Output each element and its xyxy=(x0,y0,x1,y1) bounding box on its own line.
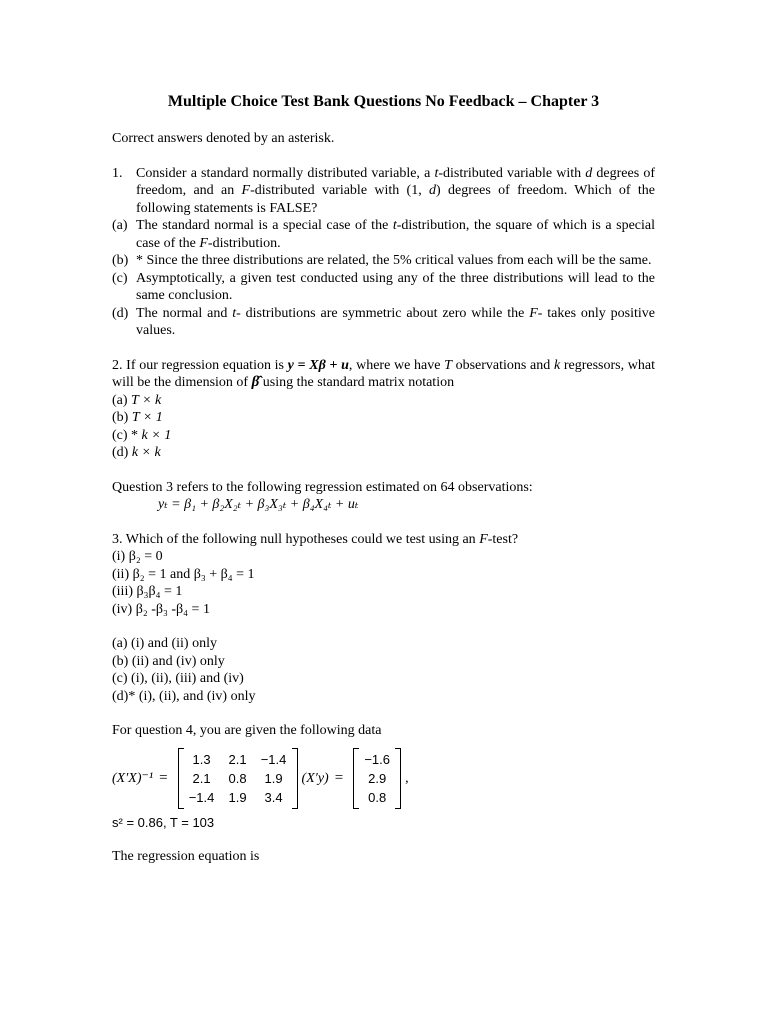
question-3-stem: 3. Which of the following null hypotheses could we test using an F-test? xyxy=(112,531,519,547)
matrix-cell: 2.1 xyxy=(192,771,211,786)
hypothesis-i: (i) β₂ = 0 xyxy=(112,549,163,564)
question-3-option-b: (b) (ii) and (iv) only xyxy=(112,653,225,669)
question-2-option-b: (b) T × 1 xyxy=(112,410,163,425)
question-2-option-a: (a) T × k xyxy=(112,392,162,408)
hypothesis-iii: (iii) β₃β₄ = 1 xyxy=(112,584,183,599)
question-1: 1. Consider a standard normally distributed variable, a t-distributed variable with d degrees of freedom, and an F-distributed variable with (1, d) degrees of freedom. Which of the following statements is FALSE? xyxy=(112,165,655,216)
matrix-cell: 1.9 xyxy=(228,790,247,805)
question-3-lead: Question 3 refers to the following regression estimated on 64 observations: xyxy=(112,479,533,495)
matrix-cell: −1.4 xyxy=(188,790,215,805)
matrix-cell: 2.1 xyxy=(228,752,247,767)
question-1-option-a: (a) The standard normal is a special case of the t-distribution, the square of which is a special case of the F-distribution. xyxy=(112,218,655,251)
question-3-option-d: (d)* (i), (ii), and (iv) only xyxy=(112,688,256,704)
hypothesis-iv: (iv) β₂ -β₃ -β₄ = 1 xyxy=(112,601,210,617)
matrix-cell: 1.3 xyxy=(192,752,211,767)
matrix-cell: 3.4 xyxy=(264,790,283,805)
question-1-option-c: (c) Asymptotically, a given test conducted using any of the three distributions will lead to the same conclusion. xyxy=(112,270,655,303)
variance-and-sample-size: s² = 0.86, T = 103 xyxy=(112,814,215,830)
matrix-cell: 0.8 xyxy=(368,790,387,805)
question-1-option-d: (d) The normal and t- distributions are symmetric about zero while the F- takes only positive values. xyxy=(112,305,655,338)
xty-vector xyxy=(353,748,401,809)
question-1-option-b: (b) * Since the three distributions are related, the 5% critical values from each will be the same. xyxy=(112,253,652,268)
question-2-option-c: (c) * k × 1 xyxy=(112,427,172,443)
regression-equation: yₜ = β₁ + β₂X₂ₜ + β₃X₃ₜ + β₄X₄ₜ + uₜ xyxy=(158,497,359,512)
matrix-cell: −1.4 xyxy=(260,752,287,767)
document-title: Multiple Choice Test Bank Questions No Feedback – Chapter 3 xyxy=(167,93,600,110)
closing-text: The regression equation is xyxy=(112,849,260,864)
matrix-cell: 0.8 xyxy=(228,771,247,786)
question-1-number: 1. xyxy=(112,165,123,181)
intro-text: Correct answers denoted by an asterisk. xyxy=(112,131,335,146)
matrix-cell: 1.9 xyxy=(264,771,283,786)
document-body xyxy=(112,92,655,866)
question-2-stem: 2. If our regression equation is y = Xβ + u, where we have T observations and k regressors, what will be the dimension of β̂ using the standard matrix notation xyxy=(112,357,655,390)
beta-hat-symbol: β̂ xyxy=(251,374,260,390)
data-matrices: (X′X)⁻¹ = 1.3 2.1 −1.4 2.1 0.8 1.9 −1.4 1.9 3.4 (X′y) = −1.6 2.9 0.8 , xyxy=(112,748,655,810)
question-3-option-a: (a) (i) and (ii) only xyxy=(112,636,217,651)
question-3-option-c: (c) (i), (ii), (iii) and (iv) xyxy=(112,671,244,686)
question-2-option-d: (d) k × k xyxy=(112,445,161,460)
question-4-lead: For question 4, you are given the following data xyxy=(112,723,382,738)
hypothesis-ii: (ii) β₂ = 1 and β₃ + β₄ = 1 xyxy=(112,566,255,582)
matrix-cell: −1.6 xyxy=(364,752,390,767)
xty-label: (X′y) xyxy=(301,770,329,786)
xtx-inverse-label: (X′X)⁻¹ xyxy=(112,770,154,786)
xtx-inverse-matrix xyxy=(178,748,298,809)
matrix-cell: 2.9 xyxy=(368,771,387,786)
